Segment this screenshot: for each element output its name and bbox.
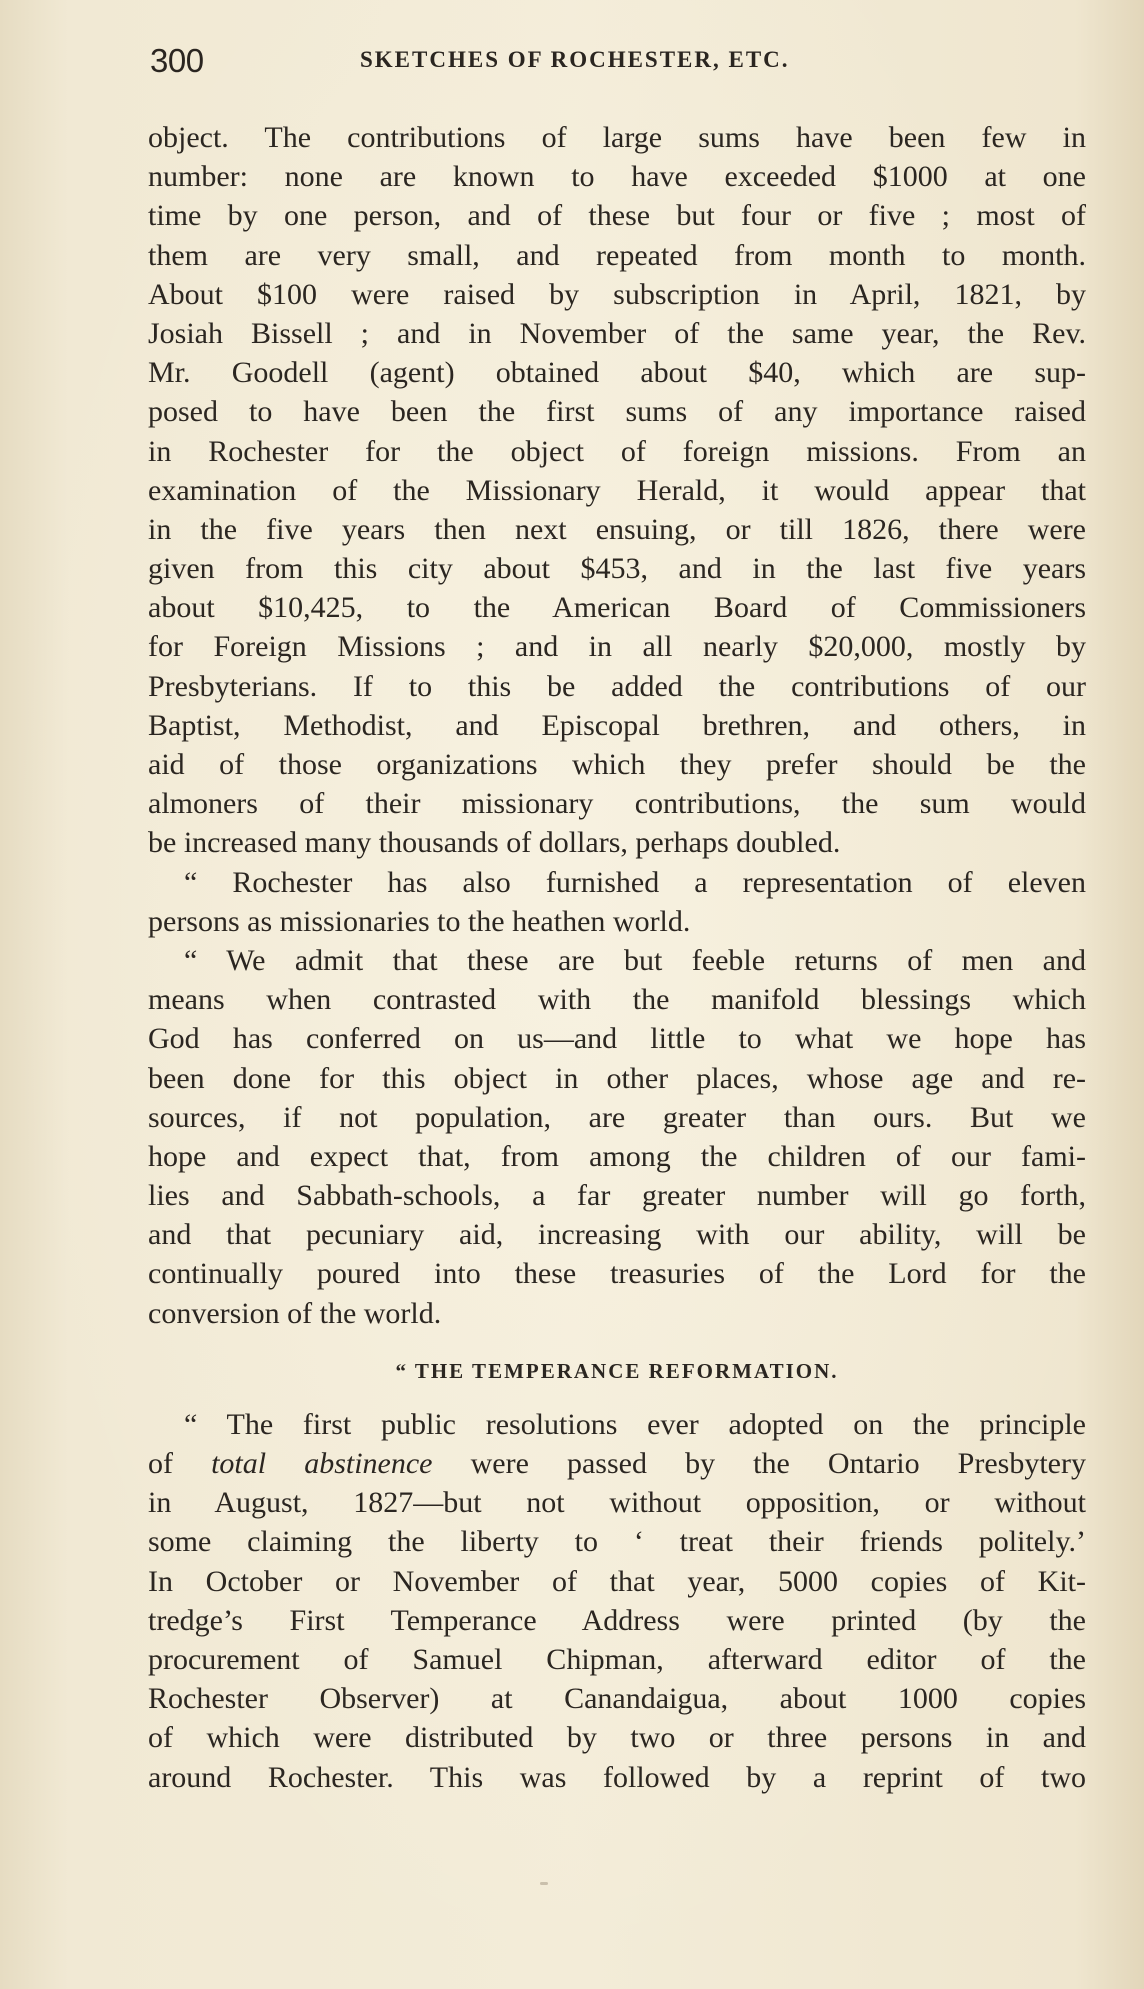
text-line: Rochester Observer) at Canandaigua, about 1000 copies xyxy=(148,1682,1086,1716)
text-line: almoners of their missionary contributions, the sum would xyxy=(148,787,1086,821)
text-line: lies and Sabbath-schools, a far greater number will go forth, xyxy=(148,1179,1086,1213)
text-line: in August, 1827—but not without opposition, or without xyxy=(148,1486,1086,1520)
text-line: posed to have been the first sums of any importance raised xyxy=(148,395,1086,429)
text-line: time by one person, and of these but four or five ; most of xyxy=(148,199,1086,233)
ink-mark xyxy=(540,1882,548,1885)
section-heading: “ THE TEMPERANCE REFORMATION. xyxy=(395,1358,839,1383)
text-line: given from this city about $453, and in the last five years xyxy=(148,552,1086,586)
text-line: around Rochester. This was followed by a reprint of two xyxy=(148,1760,1086,1794)
text-line: means when contrasted with the manifold blessings which xyxy=(148,983,1086,1017)
running-head: SKETCHES OF ROCHESTER, ETC. xyxy=(360,47,790,72)
text-line: continually poured into these treasuries of the Lord for the xyxy=(148,1257,1086,1291)
text-line: Presbyterians. If to this be added the contributions of our xyxy=(148,669,1086,703)
text-line: number: none are known to have exceeded $1000 at one xyxy=(148,160,1086,194)
text-line: in Rochester for the object of foreign missions. From an xyxy=(148,434,1086,468)
text-line: aid of those organizations which they prefer should be the xyxy=(148,748,1086,781)
text-run: of xyxy=(148,1447,212,1480)
text-line: Josiah Bissell ; and in November of the same year, the Rev. xyxy=(148,316,1086,350)
text-line: hope and expect that, from among the children of our fami- xyxy=(148,1139,1086,1173)
italic-phrase: total abstinence xyxy=(211,1447,433,1480)
text-line: Mr. Goodell (agent) obtained about $40, which are sup- xyxy=(148,356,1086,390)
text-line: been done for this object in other places, whose age and re- xyxy=(148,1061,1086,1095)
text-line: examination of the Missionary Herald, it would appear that xyxy=(148,473,1086,507)
text-line: about $10,425, to the American Board of Commissioners xyxy=(148,591,1086,625)
text-run: were passed by the Ontario Presbytery xyxy=(432,1447,1086,1480)
text-line: “ We admit that these are but feeble returns of men and xyxy=(184,943,1086,977)
text-line: About $100 were raised by subscription in April, 1821, by xyxy=(148,277,1086,311)
text-line: in the five years then next ensuing, or till 1826, there were xyxy=(148,512,1086,546)
page-header xyxy=(150,42,940,86)
text-line: persons as missionaries to the heathen world. xyxy=(148,904,691,938)
text-line: them are very small, and repeated from month to month. xyxy=(148,238,1086,272)
text-line: of which were distributed by two or three persons in and xyxy=(148,1721,1086,1755)
text-line: In October or November of that year, 5000 copies of Kit- xyxy=(148,1564,1086,1598)
text-line: Baptist, Methodist, and Episcopal brethren, and others, in xyxy=(148,708,1086,742)
text-line: “ The first public resolutions ever adopted on the principle xyxy=(184,1407,1086,1441)
text-line: tredge’s First Temperance Address were printed (by the xyxy=(148,1603,1086,1637)
text-line-with-italic xyxy=(148,1444,1086,1483)
page-number: 300 xyxy=(150,42,204,79)
text-line: some claiming the liberty to ‘ treat their friends politely.’ xyxy=(148,1525,1086,1559)
text-line: “ Rochester has also furnished a representation of eleven xyxy=(184,865,1086,899)
text-line: be increased many thousands of dollars, perhaps doubled. xyxy=(148,826,841,860)
text-line: and that pecuniary aid, increasing with our ability, will be xyxy=(148,1218,1086,1252)
text-line: procurement of Samuel Chipman, afterward editor of the xyxy=(148,1642,1086,1676)
text-line: for Foreign Missions ; and in all nearly $20,000, mostly by xyxy=(148,630,1086,664)
text-line: object. The contributions of large sums have been few in xyxy=(148,121,1086,154)
body-text xyxy=(148,118,1086,1797)
text-line: sources, if not population, are greater than ours. But we xyxy=(148,1100,1086,1134)
text-line: God has conferred on us—and little to what we hope has xyxy=(148,1022,1086,1056)
text-line: conversion of the world. xyxy=(148,1296,442,1330)
